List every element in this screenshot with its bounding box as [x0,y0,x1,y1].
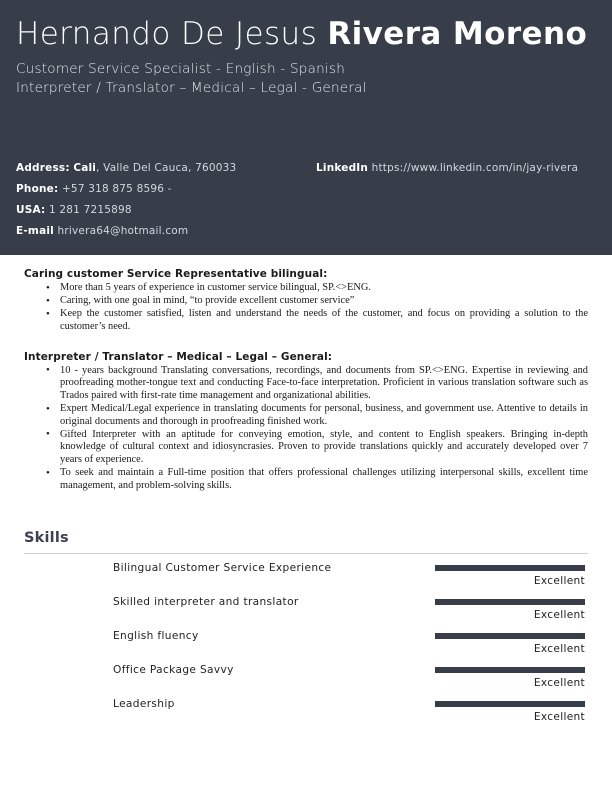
headline-line-2: Interpreter / Translator – Medical – Legal - General [16,80,367,96]
section-heading: Caring customer Service Representative bilingual: [24,268,328,280]
skill-label: Skilled interpreter and translator [113,596,299,609]
list-item: • Gifted Interpreter with an aptitude for conveying emotion, style, and content to English speakers. Bringing in-depth knowledge of cultural context and idiosyncrasies. Proven to provide translations quickly and accurately developed over 7 years of experience. [46,429,588,467]
resume-body [0,255,612,728]
skill-bar-fill [435,667,585,673]
contact-row-phone [16,179,592,200]
resume-header [0,0,612,255]
skill-bar-fill [435,633,585,639]
linkedin-label: LinkedIn [316,162,369,174]
divider [24,553,588,554]
skills-list [24,558,588,728]
skill-row [24,694,588,728]
contact-phone [16,179,316,200]
contact-row-email [16,221,592,242]
list-item: • More than 5 years of experience in customer service bilingual, SP.<>ENG. [46,282,588,295]
skill-label: Bilingual Customer Service Experience [113,562,332,575]
section-summary [24,268,588,333]
skill-label: English fluency [113,630,199,643]
skills-heading: Skills [24,530,69,547]
contact-address [16,158,316,179]
list-item: • To seek and maintain a Full-time position that offers professional challenges utilizing interpersonal skills, excellent time management, and problem-solving skills. [46,467,588,492]
contact-usa-phone [16,200,316,221]
phone-label: Phone: [16,183,59,195]
list-item: • Expert Medical/Legal experience in translating documents for personal, business, and government use. Attentive to details in original documents and thorough in proofreading finished work. [46,403,588,428]
page-title [16,14,590,55]
bullet-list [46,282,588,333]
contact-row-address [16,158,592,179]
skill-rating: Excellent [533,677,585,690]
skill-row [24,660,588,694]
skill-bar-fill [435,701,585,707]
address-label: Address: [16,162,70,174]
skill-bar [435,633,585,639]
email-value[interactable]: hrivera64@hotmail.com [57,225,189,237]
contact-block [16,158,592,242]
section-spacer [24,334,588,351]
section-heading: Interpreter / Translator – Medical – Legal – General: [24,350,333,363]
phone-value: +57 318 875 8596 - [61,183,172,195]
contact-email[interactable] [16,221,316,242]
skill-label: Leadership [113,698,175,711]
email-label: E-mail [16,225,54,237]
skills-section [24,530,588,728]
skill-bar [435,701,585,707]
list-item: • 10 - years background Translating conversations, recordings, and documents from SP.<>ENG. Expertise in reviewing and proofreading mother-tongue text and conducting Face-to-face interpretation. Proficient in various translation software such as Trados paired with first-rate time management and organizational abilities. [46,365,588,403]
skill-bar-fill [435,599,585,605]
address-city: Cali [73,162,97,174]
skill-bar [435,565,585,571]
skill-bar [435,667,585,673]
usa-label: USA: [16,204,46,216]
contact-linkedin[interactable] [316,158,592,179]
headline [16,60,590,98]
skill-bar-fill [435,565,585,571]
skill-row [24,558,588,592]
skill-label: Office Package Savvy [113,664,234,677]
skill-row [24,626,588,660]
name-surname: Rivera Moreno [327,16,588,52]
skill-rating: Excellent [533,643,585,656]
skill-row [24,592,588,626]
list-item: • Keep the customer satisfied, listen and understand the needs of the customer, and focus on providing a solution to the customer’s need. [46,308,588,333]
linkedin-url[interactable]: https://www.linkedin.com/in/jay-rivera [371,162,579,174]
skill-bar [435,599,585,605]
skill-rating: Excellent [533,609,585,622]
list-item: • Caring, with one goal in mind, “to provide excellent customer service” [46,295,588,308]
name-first-part: Hernando De Jesus [16,16,328,52]
usa-value: 1 281 7215898 [48,204,132,216]
contact-row-usa [16,200,592,221]
skill-rating: Excellent [533,711,585,724]
skill-rating: Excellent [533,575,585,588]
headline-line-1: Customer Service Specialist - English - Spanish [16,61,346,77]
address-rest: , Valle Del Cauca, 760033 [96,162,237,174]
section-interpreter [24,351,588,492]
bullet-list [46,365,588,492]
